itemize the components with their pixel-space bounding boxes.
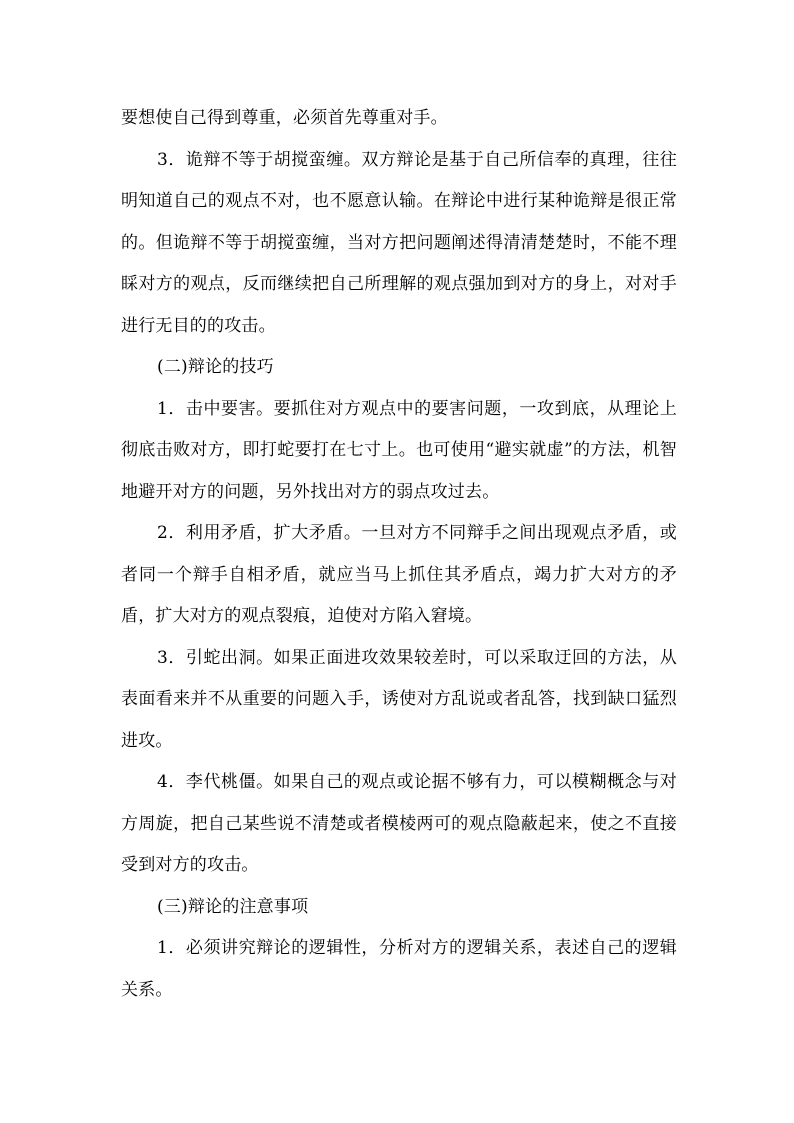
paragraph-technique-2: 2．利用矛盾，扩大矛盾。一旦对方不同辩手之间出现观点矛盾，或者同一个辩手自相矛盾，就应当马上抓住其矛盾点，竭力扩大对方的矛盾，扩大对方的观点裂痕，迫使对方陷入窘境。 [121, 523, 677, 626]
paragraph-technique-3: 3．引蛇出洞。如果正面进攻效果较差时，可以采取迂回的方法，从表面看来并不从重要的问题入手，诱使对方乱说或者乱答，找到缺口猛烈进攻。 [121, 647, 677, 751]
section-heading-techniques: (二)辩论的技巧 [157, 357, 274, 377]
paragraph-continuation: 要想使自己得到尊重，必须首先尊重对手。 [121, 108, 448, 128]
paragraph-technique-4: 4．李代桃僵。如果自己的观点或论据不够有力，可以模糊概念与对方周旋，把自己某些说不清楚或者模棱两可的观点隐蔽起来，使之不直接受到对方的攻击。 [121, 772, 677, 875]
section-heading-notes: (三)辩论的注意事项 [157, 896, 309, 917]
paragraph-note-1: 1．必须讲究辩论的逻辑性，分析对方的逻辑关系，表述自己的逻辑关系。 [121, 938, 677, 1000]
paragraph-sophistry: 3．诡辩不等于胡搅蛮缠。双方辩论是基于自己所信奉的真理，往往明知道自己的观点不对，也不愿意认输。在辩论中进行某种诡辩是很正常的。但诡辩不等于胡搅蛮缠，当对方把问题阐述得清清楚楚时，不能不理睬对方的观点，反而继续把自己所理解的观点强加到对方的身上，对对手进行无目的的攻击。 [121, 149, 677, 336]
paragraph-technique-1: 1．击中要害。要抓住对方观点中的要害问题，一攻到底，从理论上彻底击败对方，即打蛇要打在七寸上。也可使用“避实就虚”的方法，机智地避开对方的问题，另外找出对方的弱点攻过去。 [121, 398, 677, 502]
document-body [121, 98, 677, 1011]
